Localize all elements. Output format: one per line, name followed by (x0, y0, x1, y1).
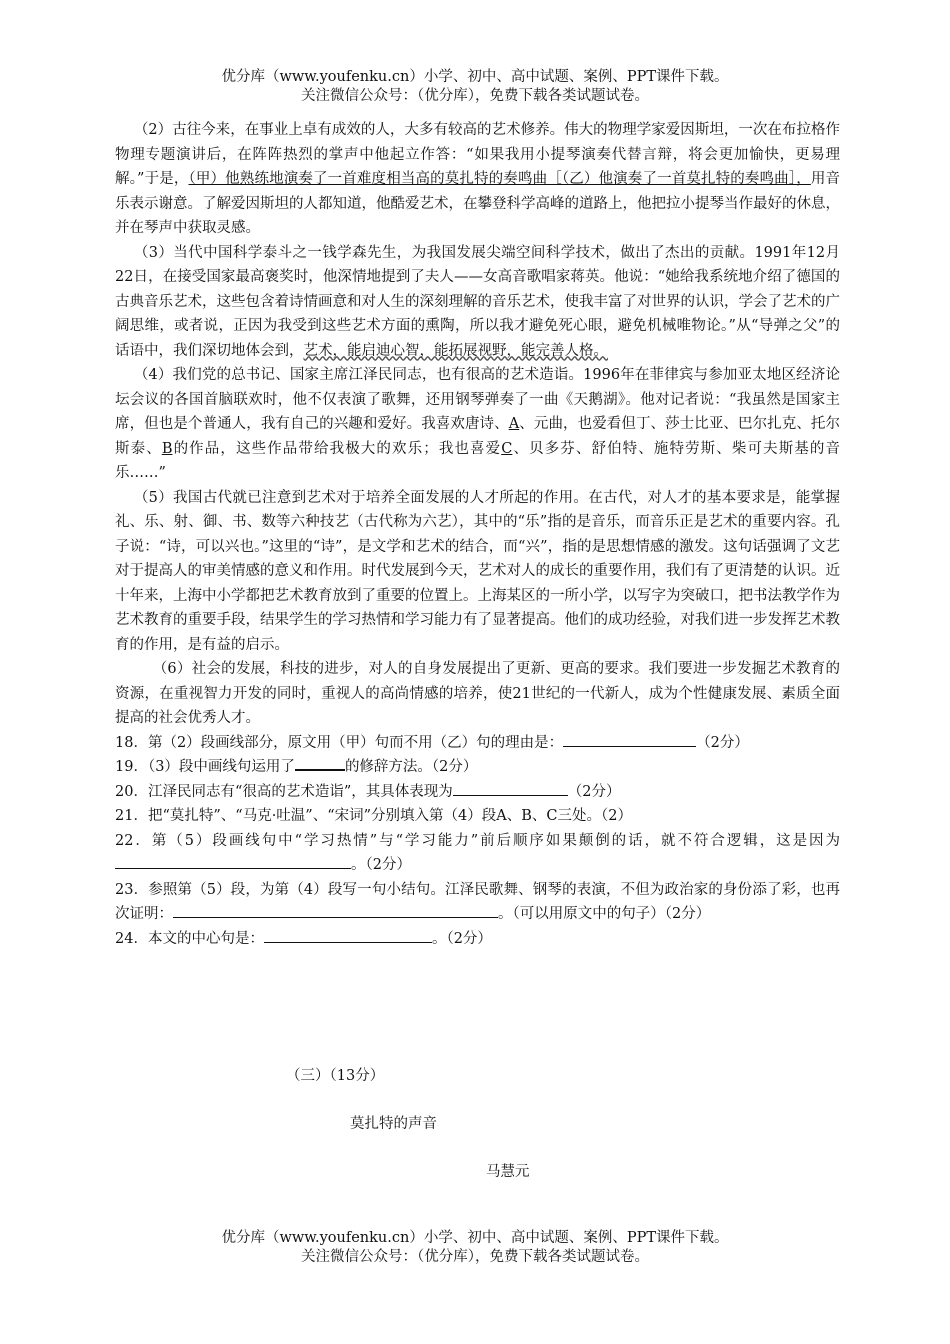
article-body (115, 118, 840, 951)
paragraph-3-text: （3）当代中国科学泰斗之一钱学森先生，为我国发展尖端空间科学技术，做出了杰出的贡献。1991年12月22日，在接受国家最高褒奖时，他深情地提到了夫人——女高音歌唱家蒋英。他说：“她给我系统地介绍了德国的古典音乐艺术，这些包含着诗情画意和对人生的深刻理解的音乐艺术，使我丰富了对世界的认识，学会了艺术的广阔思维，或者说，正因为我受到这些艺术方面的熏陶，所以我才避免死心眼，避免机械唯物论。”从“导弹之父”的话语中，我们深切地体会到， (115, 244, 840, 359)
question-20-score: （2分） (567, 783, 621, 800)
question-23-score: 。（可以用原文中的句子）（2分） (498, 906, 711, 922)
question-19-text: 19．（3）段中画线句运用了 (115, 759, 295, 775)
question-22-text: 22．第（5）段画线句中“学习热情”与“学习能力”前后顺序如果颠倒的话，就不符合逻辑，这是因为 (115, 832, 840, 849)
answer-blank-23[interactable] (173, 903, 498, 918)
paragraph-4 (115, 363, 840, 486)
section-label: （三）（13分） (286, 1068, 385, 1084)
question-20-text: 20．江泽民同志有“很高的艺术造诣”，其具体表现为 (115, 783, 453, 800)
answer-blank-20[interactable] (453, 781, 568, 796)
paragraph-3-wavy-underlined: 艺术，能启迪心智，能拓展视野，能完善人格。 (303, 342, 608, 359)
header-line-2: 关注微信公众号：（优分库），免费下载各类试题试卷。 (301, 88, 649, 104)
question-18 (115, 731, 840, 756)
paragraph-4-text-a: （4）我们党的总书记、国家主席江泽民同志，也有很高的艺术造诣。1996年在菲律宾与参加亚太地区经济论坛会议的各国首脑联欢时，他不仅表演了歌舞，还用钢琴弹奏了一曲《天鹅湖》。他对记者说：“我虽然是国家主席，但也是个普通人，我有自己的兴趣和爱好。我喜欢唐诗、 (115, 367, 840, 432)
paragraph-5: （5）我国古代就已注意到艺术对于培养全面发展的人才所起的作用。在古代，对人才的基本要求是，能掌握礼、乐、射、御、书、数等六种技艺（古代称为六艺），其中的“乐”指的是音乐，而音乐正是艺术的重要内容。孔子说：“诗，可以兴也。”这里的“诗”，是文学和艺术的结合，而“兴”，指的是思想情感的激发。这句话强调了文艺对于提高人的审美情感的意义和作用。时代发展到今天，艺术对人的成长的重要作用，我们有了更清楚的认识。近十年来，上海中小学都把艺术教育放到了重要的位置上。上海某区的一所小学，以写字为突破口，把书法教学作为艺术教育的重要手段，结果学生的学习热情和学习能力有了显著提高。他们的成功经验，对我们进一步发挥艺术教育的作用，是有益的启示。 (115, 489, 840, 653)
article-title: 莫扎特的声音 (350, 1116, 437, 1132)
answer-blank-24[interactable] (264, 928, 432, 943)
question-19-score: 的修辞方法。（2分） (344, 759, 478, 775)
question-24 (115, 927, 840, 952)
question-22-score: 。（2分） (351, 857, 411, 873)
question-24-text: 24．本文的中心句是： (115, 930, 264, 947)
paragraph-6: （6）社会的发展，科技的进步，对人的自身发展提出了更新、更高的要求。我们要进一步发掘艺术教育的资源，在重视智力开发的同时，重视人的高尚情感的培养，使21世纪的一代新人，成为个性健康发展、素质全面提高的社会优秀人才。 (115, 661, 840, 726)
paragraph-4-text-d: 、贝多芬、舒伯特、施特劳斯、柴可夫斯基的音乐……” (115, 440, 841, 481)
paragraph-3 (115, 241, 840, 364)
question-18-score: （2分） (696, 734, 749, 751)
answer-blank-22[interactable] (115, 854, 351, 869)
blank-marker-c: C (501, 440, 513, 457)
paragraph-2-underlined: （甲）他熟练地演奏了一首难度相当高的莫扎特的奏鸣曲［（乙）他演奏了一首莫扎特的奏鸣曲］， (188, 171, 811, 187)
header-line-1: 优分库（www.youfenku.cn）小学、初中、高中试题、案例、PPT课件下载。 (221, 69, 729, 85)
footer-line-2: 关注微信公众号：（优分库），免费下载各类试题试卷。 (301, 1249, 649, 1265)
paragraph-4-text-b: 、元曲，也爱看但丁、莎士比亚、巴尔扎克、托尔斯泰、 (115, 416, 841, 457)
answer-blank-19[interactable] (295, 755, 345, 771)
question-20 (115, 780, 840, 805)
paragraph-4-text-c: 的作品，这些作品带给我极大的欢乐；我也喜爱 (172, 440, 502, 457)
question-22 (115, 829, 840, 878)
question-21: 21．把“莫扎特”、“马克·吐温”、“宋词”分别填入第（4）段A、B、C三处。（2） (115, 808, 632, 824)
page-header (0, 68, 950, 106)
question-23 (115, 878, 840, 927)
question-24-score: 。（2分） (431, 930, 492, 947)
blank-marker-a: A (508, 416, 520, 432)
paragraph-2-text-b: 用音乐表示谢意。了解爱因斯坦的人都知道，他酷爱艺术，在攀登科学高峰的道路上，他把拉小提琴当作最好的休息，并在琴声中获取灵感。 (115, 171, 840, 236)
paragraph-2-text-a: （2）古往今来，在事业上卓有成效的人，大多有较高的艺术修养。伟大的物理学家爱因斯坦，一次在布拉格作物理专题演讲后，在阵阵热烈的掌声中他起立作答：“如果我用小提琴演奏代替言辩，将会更加愉快，更易理解。”于是， (115, 122, 840, 187)
question-23-text: 23．参照第（5）段，为第（4）段写一句小结句。江泽民歌舞、钢琴的表演，不但为政治家的身份添了彩，也再次证明： (115, 881, 840, 922)
paragraph-2 (115, 118, 840, 241)
question-19 (115, 755, 840, 780)
article-author: 马慧元 (486, 1164, 530, 1180)
page-footer (0, 1229, 950, 1267)
question-18-text: 18．第（2）段画线部分，原文用（甲）句而不用（乙）句的理由是： (115, 734, 564, 751)
footer-line-1: 优分库（www.youfenku.cn）小学、初中、高中试题、案例、PPT课件下载。 (221, 1230, 729, 1246)
answer-blank-18[interactable] (563, 732, 696, 747)
blank-marker-b: B (161, 440, 173, 457)
